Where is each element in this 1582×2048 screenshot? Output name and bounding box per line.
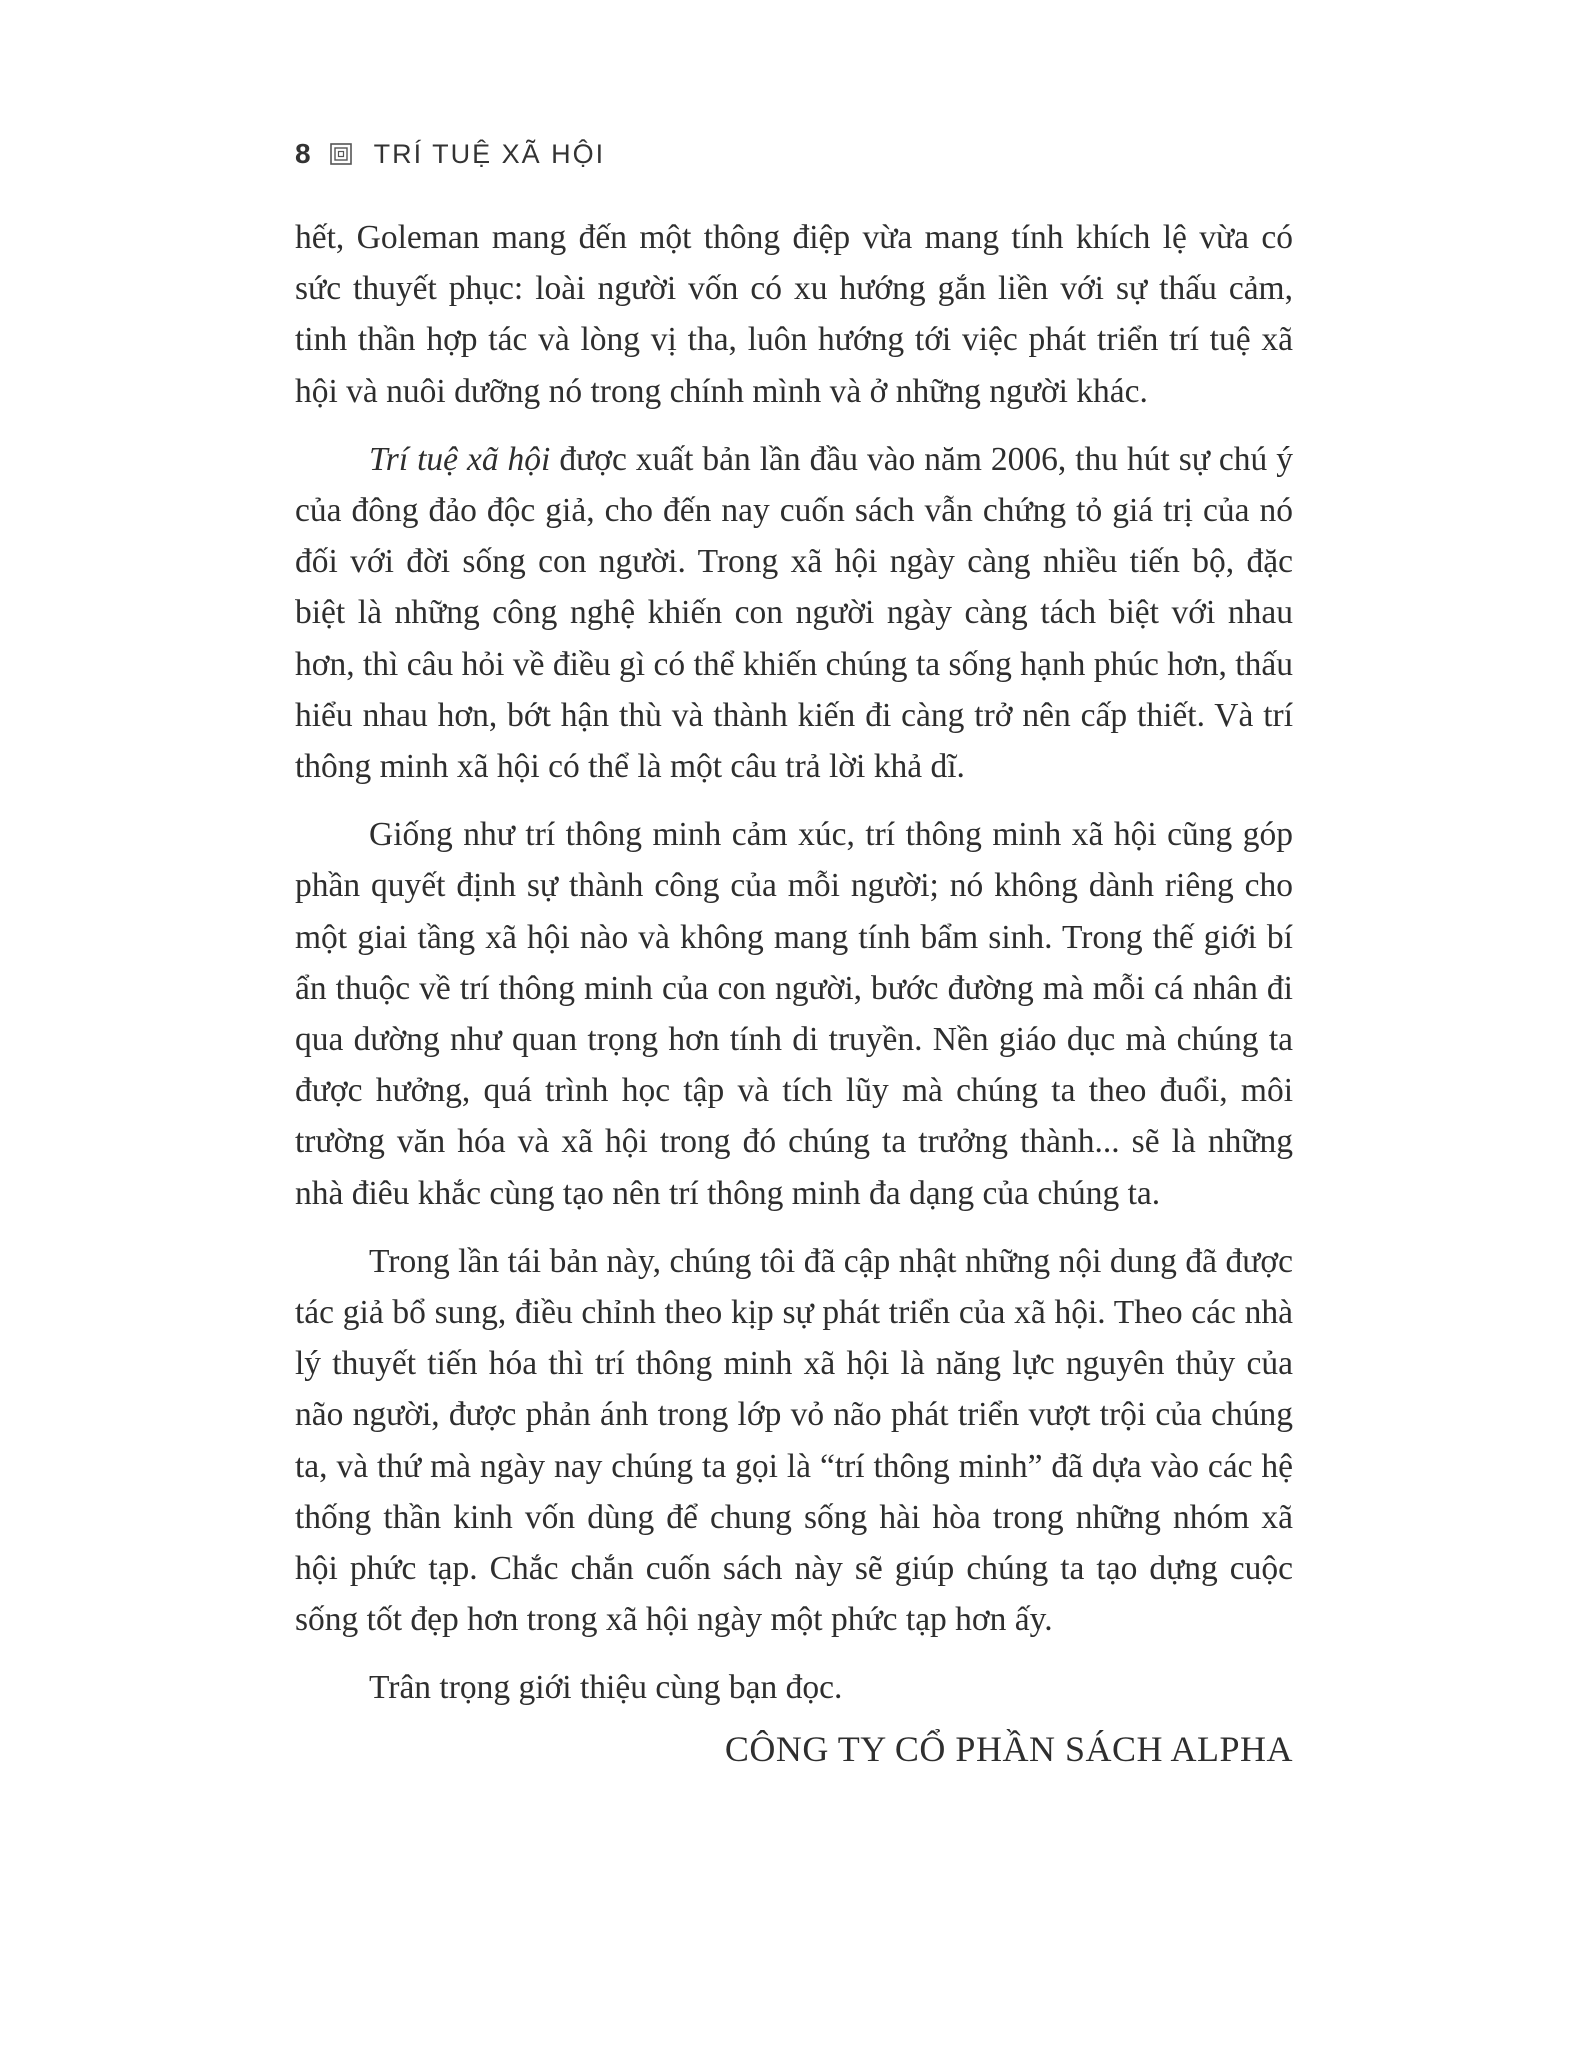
paragraph-2-text: được xuất bản lần đầu vào năm 2006, thu hút sự chú ý của đông đảo độc giả, cho đến nay cuốn sách vẫn chứng tỏ giá trị của nó đối với đời sống con người. Trong xã hội ngày càng nhiều tiến bộ, đặc biệt là những công nghệ khiến con người ngày càng tách biệt với nhau hơn, thì câu hỏi về điều gì có thể khiến chúng ta sống hạnh phúc hơn, thấu hiểu nhau hơn, bớt hận thù và thành kiến đi càng trở nên cấp thiết. Và trí thông minh xã hội có thể là một câu trả lời khả dĩ. xyxy=(295,440,1293,786)
page-number: 8 xyxy=(295,138,312,169)
paragraph-4: Trong lần tái bản này, chúng tôi đã cập nhật những nội dung đã được tác giả bổ sung, điều chỉnh theo kịp sự phát triển của xã hội. Theo các nhà lý thuyết tiến hóa thì trí thông minh xã hội là năng lực nguyên thủy của não người, được phản ánh trong lớp vỏ não phát triển vượt trội của chúng ta, và thứ mà ngày nay chúng ta gọi là “trí thông minh” đã dựa vào các hệ thống thần kinh vốn dùng để chung sống hài hòa trong những nhóm xã hội phức tạp. Chắc chắn cuốn sách này sẽ giúp chúng ta tạo dựng cuộc sống tốt đẹp hơn trong xã hội ngày một phức tạp hơn ấy. xyxy=(295,1242,1293,1639)
paragraph-2 xyxy=(295,434,1293,792)
book-title: TRÍ TUỆ XÃ HỘI xyxy=(373,138,606,169)
body-text xyxy=(295,212,1293,1792)
paragraph-1: hết, Goleman mang đến một thông điệp vừa mang tính khích lệ vừa có sức thuyết phục: loài người vốn có xu hướng gắn liền với sự thấu cảm, tinh thần hợp tác và lòng vị tha, luôn hướng tới việc phát triển trí tuệ xã hội và nuôi dưỡng nó trong chính mình và ở những người khác. xyxy=(295,219,1293,410)
paragraph-3: Giống như trí thông minh cảm xúc, trí thông minh xã hội cũng góp phần quyết định sự thành công của mỗi người; nó không dành riêng cho một giai tầng xã hội nào và không mang tính bẩm sinh. Trong thế giới bí ẩn thuộc về trí thông minh của con người, bước đường mà mỗi cá nhân đi qua dường như quan trọng hơn tính di truyền. Nền giáo dục mà chúng ta được hưởng, quá trình học tập và tích lũy mà chúng ta theo đuổi, môi trường văn hóa và xã hội trong đó chúng ta trưởng thành... sẽ là những nhà điêu khắc cùng tạo nên trí thông minh đa dạng của chúng ta. xyxy=(295,816,1293,1212)
book-title-italic: Trí tuệ xã hội xyxy=(369,440,551,478)
running-header xyxy=(295,138,605,170)
publisher-signature: CÔNG TY CỔ PHẦN SÁCH ALPHA xyxy=(724,1728,1293,1769)
closing-line: Trân trọng giới thiệu cùng bạn đọc. xyxy=(369,1669,843,1707)
square-ornament-icon xyxy=(330,143,352,165)
